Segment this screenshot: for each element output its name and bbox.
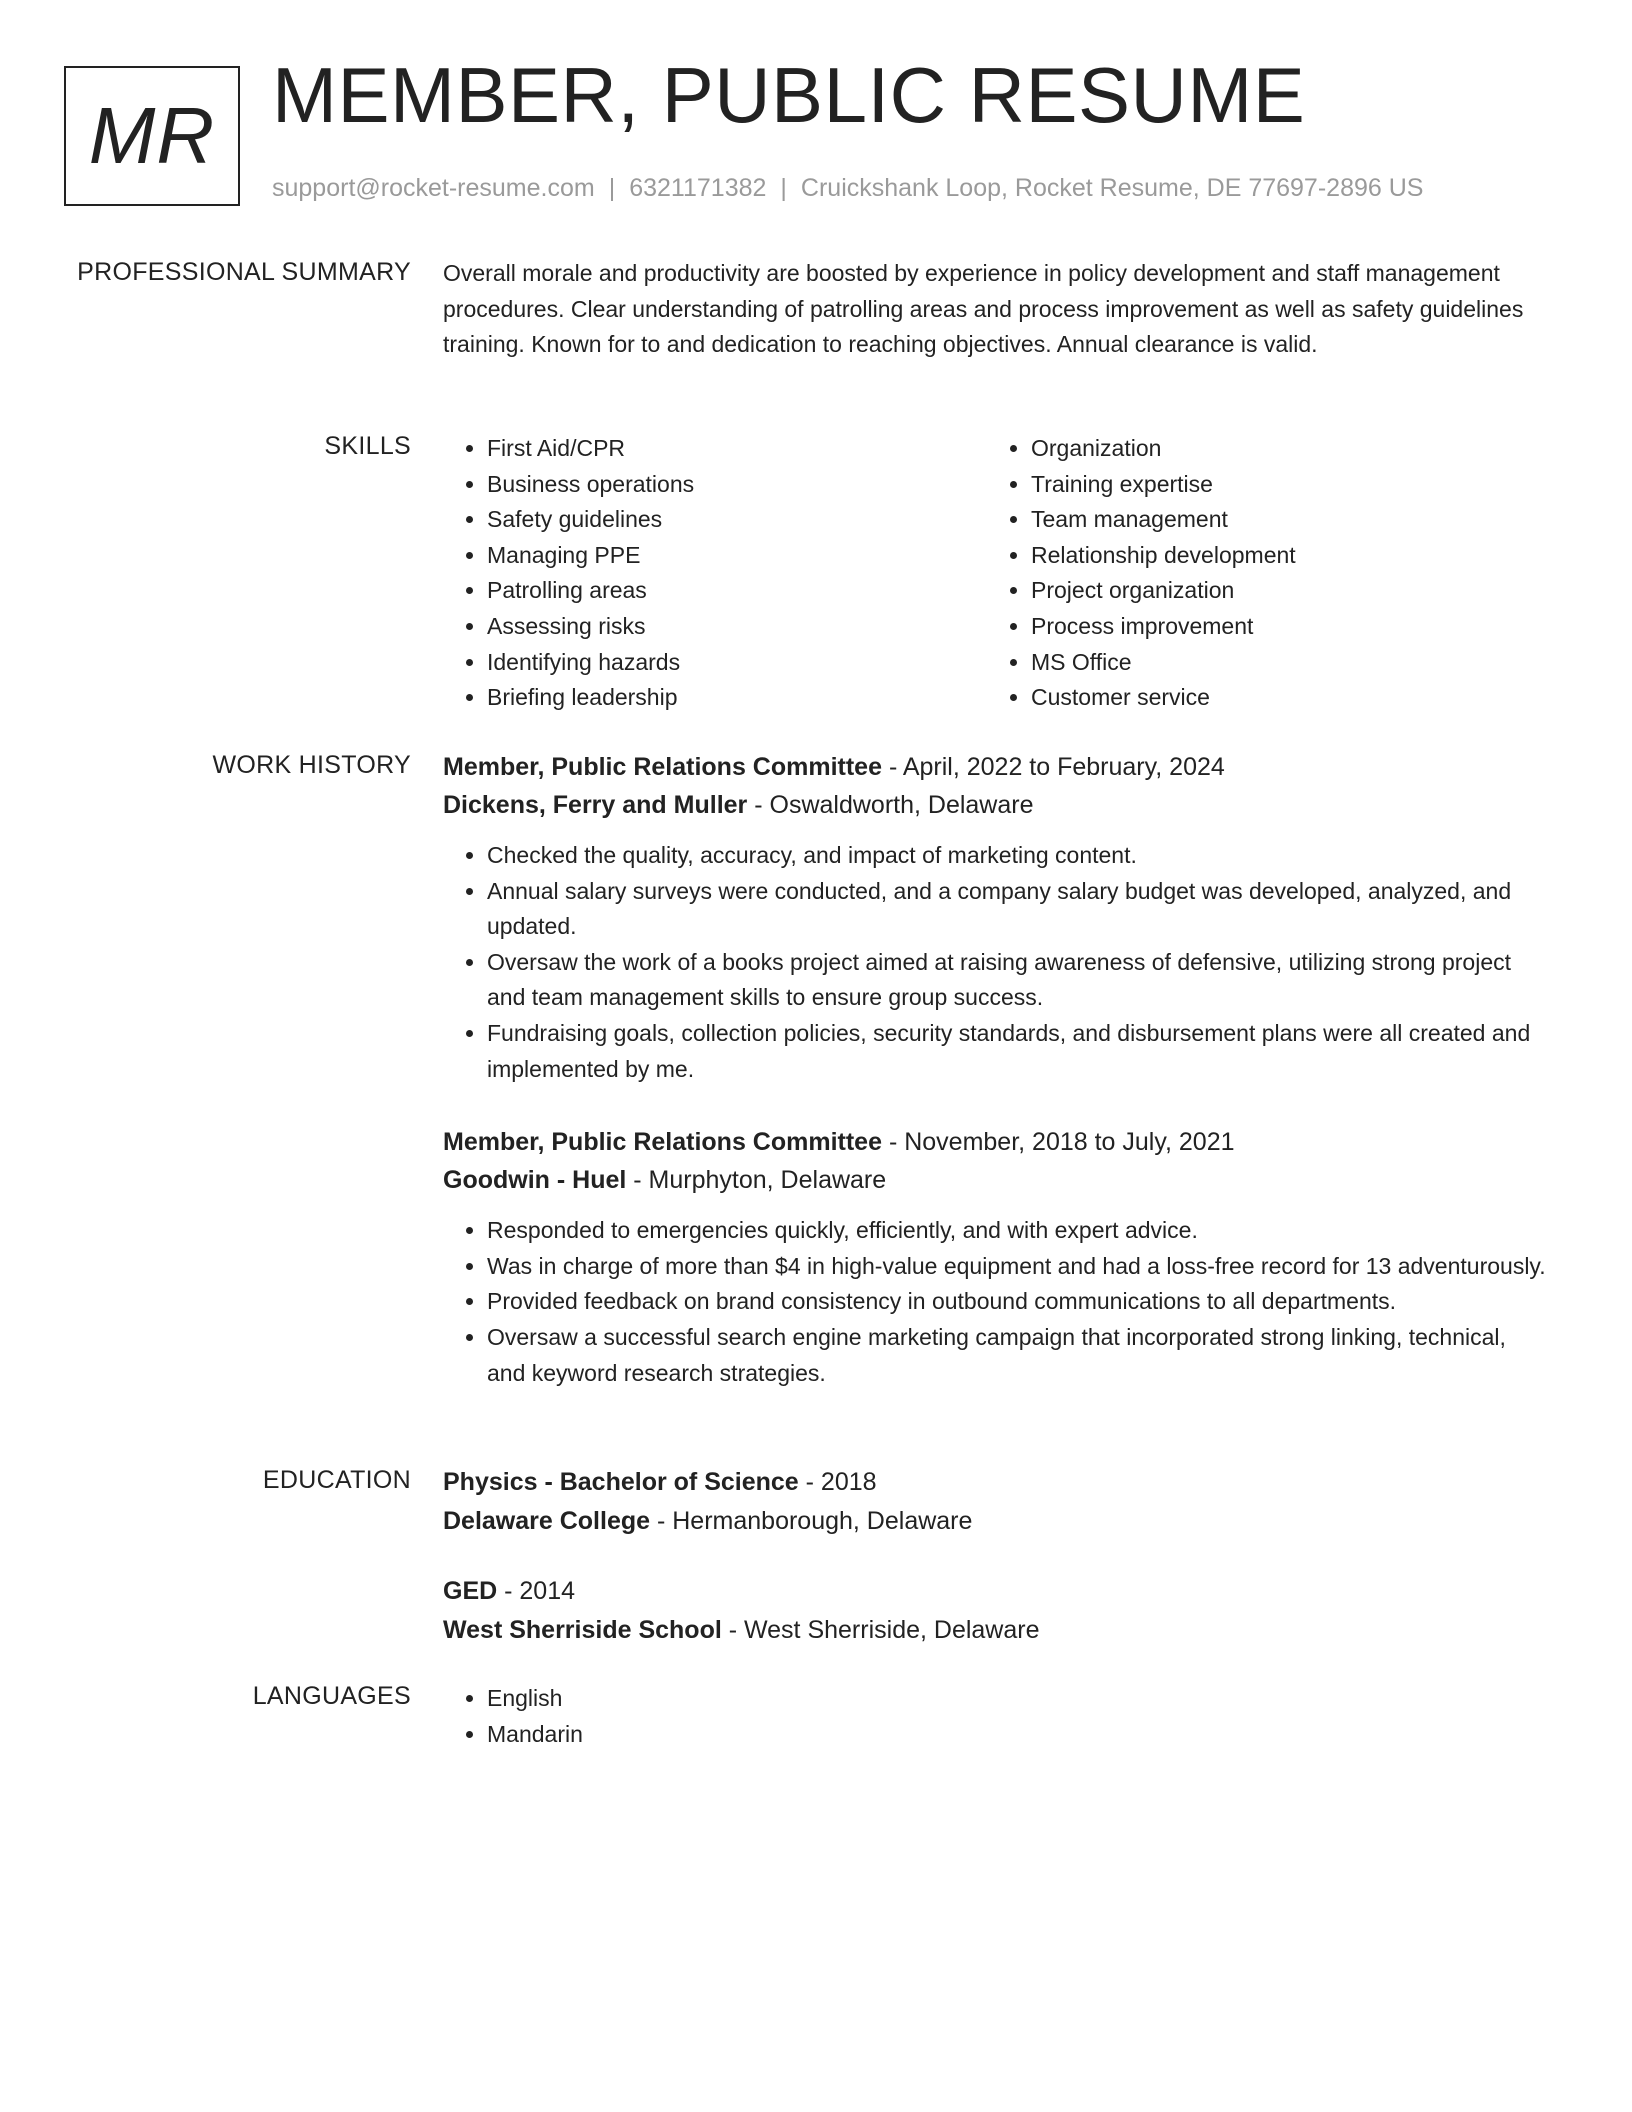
languages-body	[443, 1681, 1548, 1752]
skill-item: • Managing PPE	[487, 538, 987, 574]
skill-item: • Team management	[1031, 502, 1531, 538]
skill-item: • Identifying hazards	[487, 645, 987, 681]
job-company-line	[443, 1161, 1548, 1199]
job-dates: - November, 2018 to July, 2021	[882, 1128, 1235, 1157]
monogram-logo: MR	[64, 66, 240, 206]
contact-phone: 6321171382	[629, 174, 767, 202]
job-entry	[443, 1123, 1548, 1391]
contact-separator: |	[780, 174, 787, 202]
skill-item: • Safety guidelines	[487, 502, 987, 538]
skill-item: • Organization	[1031, 431, 1531, 467]
job-location: - Murphyton, Delaware	[626, 1166, 887, 1195]
contact-line	[272, 174, 1423, 203]
summary-text: Overall morale and productivity are boosted by experience in policy development and staff management procedures. Clear understanding of patrolling areas and process improvement as well as safety guidelines training. Known for to and dedication to reaching objectives. Annual clearance is valid.	[443, 260, 1524, 357]
skill-item: • Briefing leadership	[487, 680, 987, 716]
job-company: Goodwin - Huel	[443, 1166, 627, 1195]
skill-item: • Patrolling areas	[487, 573, 987, 609]
job-bullet: • Provided feedback on brand consistency in outbound communications to all departments.	[487, 1284, 1548, 1320]
education-school-line	[443, 1502, 1548, 1541]
job-bullet: • Annual salary surveys were conducted, and a company salary budget was developed, analyzed, and updated.	[487, 874, 1548, 945]
languages-list	[443, 1681, 1548, 1752]
skill-item: • Relationship development	[1031, 538, 1531, 574]
contact-separator: |	[608, 174, 616, 202]
skills-label: SKILLS	[324, 432, 411, 460]
skills-body	[443, 431, 1548, 716]
job-bullet: • Oversaw a successful search engine marketing campaign that incorporated strong linking, technical, and keyword research strategies.	[487, 1320, 1548, 1391]
job-title: Member, Public Relations Committee	[443, 1128, 882, 1157]
job-bullets	[443, 1213, 1548, 1391]
job-dates: - April, 2022 to February, 2024	[882, 753, 1225, 781]
skill-item: • Business operations	[487, 467, 987, 503]
summary-label: PROFESSIONAL SUMMARY	[77, 258, 411, 286]
education-degree-line	[443, 1572, 1548, 1611]
education-entry	[443, 1463, 1548, 1541]
contact-email: support@rocket-resume.com	[272, 174, 595, 202]
education-location: - West Sherriside, Delaware	[721, 1616, 1040, 1644]
job-bullet: • Responded to emergencies quickly, efficiently, and with expert advice.	[487, 1213, 1548, 1249]
education-degree-line	[443, 1463, 1548, 1502]
job-location: - Oswaldworth, Delaware	[747, 791, 1034, 819]
contact-address: Cruickshank Loop, Rocket Resume, DE 77697-2896 US	[800, 174, 1424, 202]
job-company-line	[443, 786, 1548, 824]
summary-body	[443, 256, 1548, 363]
education-entry	[443, 1572, 1548, 1650]
resume-name: MEMBER, PUBLIC RESUME	[272, 51, 1306, 139]
job-company: Dickens, Ferry and Muller	[443, 791, 748, 819]
skill-item: • MS Office	[1031, 645, 1531, 681]
education-degree: Physics - Bachelor of Science	[443, 1468, 799, 1496]
skill-item: • Assessing risks	[487, 609, 987, 645]
skill-item: • Project organization	[1031, 573, 1531, 609]
education-location: - Hermanborough, Delaware	[650, 1507, 973, 1535]
job-entry	[443, 748, 1548, 1087]
skill-item: • Customer service	[1031, 680, 1531, 716]
job-bullet: • Checked the quality, accuracy, and impact of marketing content.	[487, 838, 1548, 874]
job-bullet: • Was in charge of more than $4 in high-value equipment and had a loss-free record for 13 adventurously.	[487, 1249, 1548, 1285]
language-item: • Mandarin	[487, 1717, 1548, 1753]
job-bullet: • Oversaw the work of a books project aimed at raising awareness of defensive, utilizing strong project and team management skills to ensure group success.	[487, 945, 1548, 1016]
languages-label: LANGUAGES	[252, 1682, 411, 1710]
skills-list-right	[987, 431, 1531, 716]
work-label: WORK HISTORY	[212, 751, 411, 779]
skill-item: • First Aid/CPR	[487, 431, 987, 467]
education-label: EDUCATION	[262, 1466, 411, 1494]
education-year: - 2014	[497, 1577, 576, 1605]
job-title-line	[443, 1123, 1548, 1161]
skills-column-right	[987, 431, 1531, 716]
skill-item: • Process improvement	[1031, 609, 1531, 645]
skills-columns	[443, 431, 1548, 716]
education-school: Delaware College	[443, 1507, 651, 1535]
skill-item: • Training expertise	[1031, 467, 1531, 503]
education-year: - 2018	[798, 1468, 877, 1496]
skills-list-left	[443, 431, 987, 716]
language-item: • English	[487, 1681, 1548, 1717]
education-school-line	[443, 1611, 1548, 1650]
education-body	[443, 1463, 1548, 1681]
education-degree: GED	[443, 1577, 498, 1605]
education-school: West Sherriside School	[443, 1616, 722, 1644]
job-title-line	[443, 748, 1548, 786]
job-bullets	[443, 838, 1548, 1087]
job-bullet: • Fundraising goals, collection policies, security standards, and disbursement plans were all created and implemented by me.	[487, 1016, 1548, 1087]
job-title: Member, Public Relations Committee	[443, 753, 882, 781]
work-body	[443, 748, 1548, 1427]
skills-column-left	[443, 431, 987, 716]
